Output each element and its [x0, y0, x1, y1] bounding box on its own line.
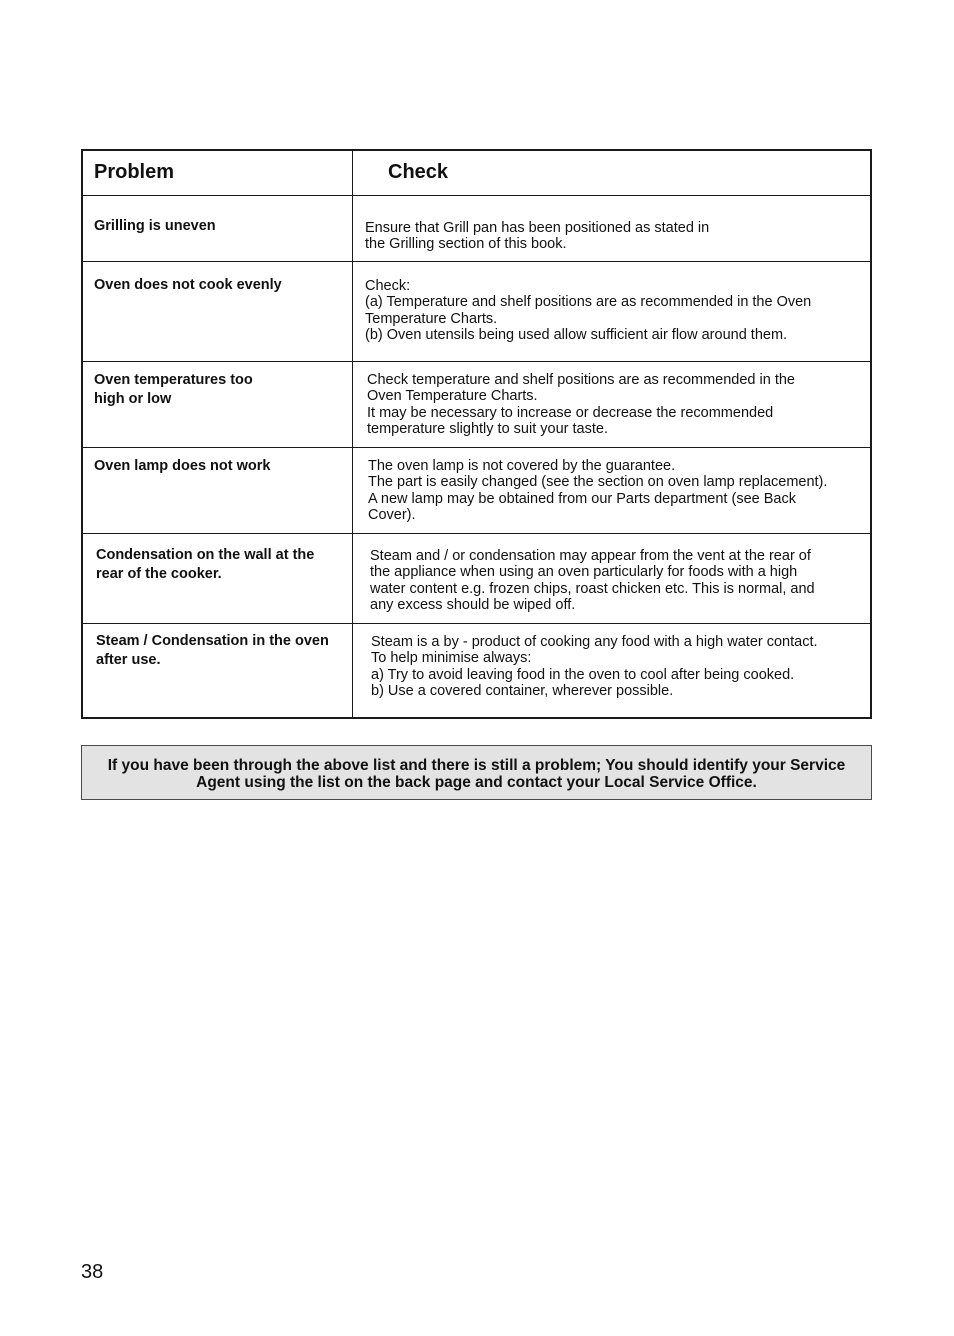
check-line: Steam and / or condensation may appear from the vent at the rear of [370, 548, 811, 564]
check-line: any excess should be wiped off. [370, 596, 576, 613]
problem-cell [83, 534, 353, 623]
table-row [83, 196, 870, 262]
check-cell [353, 196, 870, 261]
problem-text: Steam / Condensation in the oven after use. [96, 633, 329, 668]
table-row [83, 448, 870, 534]
check-line: Steam is a by - product of cooking any food with a high water contact. [371, 634, 818, 650]
check-line: A new lamp may be obtained from our Parts department (see Back [368, 490, 796, 507]
problem-text: Oven lamp does not work [94, 458, 271, 474]
page-number: 38 [81, 1261, 104, 1283]
check-line: water content e.g. frozen chips, roast chicken etc. This is normal, and [370, 580, 815, 597]
problem-text: Oven temperatures too high or low [94, 372, 253, 407]
check-line: temperature slightly to suit your taste. [367, 420, 608, 437]
notice-line: Agent using the list on the back page and contact your Local Service Office. [196, 774, 757, 791]
check-line: a) Try to avoid leaving food in the oven to cool after being cooked. [371, 666, 795, 683]
problem-text: Condensation on the wall at the rear of the cooker. [96, 547, 315, 582]
check-line: Oven Temperature Charts. [367, 388, 538, 405]
service-notice-box [81, 745, 872, 800]
check-line: (b) Oven utensils being used allow sufficient air flow around them. [365, 326, 788, 343]
check-line: Check temperature and shelf positions are as recommended in the [367, 372, 795, 388]
table-row [83, 534, 870, 624]
check-line: the appliance when using an oven particularly for foods with a high [370, 564, 798, 581]
check-line: The part is easily changed (see the section on oven lamp replacement). [368, 474, 828, 491]
problem-text: Grilling is uneven [94, 218, 216, 234]
check-cell [353, 624, 870, 717]
table-row [83, 362, 870, 448]
header-problem: Problem [83, 151, 353, 195]
problem-text: Oven does not cook evenly [94, 277, 282, 293]
table-row [83, 262, 870, 362]
check-cell [353, 362, 870, 447]
table-header-row [83, 151, 870, 196]
check-cell [353, 262, 870, 361]
check-line: Ensure that Grill pan has been positioned as stated in [365, 220, 710, 236]
check-line: The oven lamp is not covered by the guarantee. [368, 458, 676, 474]
check-line: (a) Temperature and shelf positions are as recommended in the Oven [365, 294, 812, 311]
check-line: b) Use a covered container, wherever possible. [371, 682, 674, 699]
problem-cell [83, 448, 353, 533]
check-line: It may be necessary to increase or decrease the recommended [367, 404, 774, 421]
problem-cell [83, 624, 353, 717]
check-cell [353, 448, 870, 533]
table-row [83, 624, 870, 717]
check-line: Cover). [368, 506, 416, 523]
check-cell [353, 534, 870, 623]
check-line: Check: [365, 278, 411, 294]
problem-cell [83, 196, 353, 261]
problem-cell [83, 262, 353, 361]
check-line: the Grilling section of this book. [365, 236, 567, 253]
notice-line: If you have been through the above list and there is still a problem; You should identify your Service [107, 757, 846, 774]
check-line: Temperature Charts. [365, 310, 498, 327]
troubleshooting-table [81, 149, 872, 719]
check-line: To help minimise always: [371, 650, 532, 667]
header-check: Check [388, 161, 449, 183]
problem-cell [83, 362, 353, 447]
